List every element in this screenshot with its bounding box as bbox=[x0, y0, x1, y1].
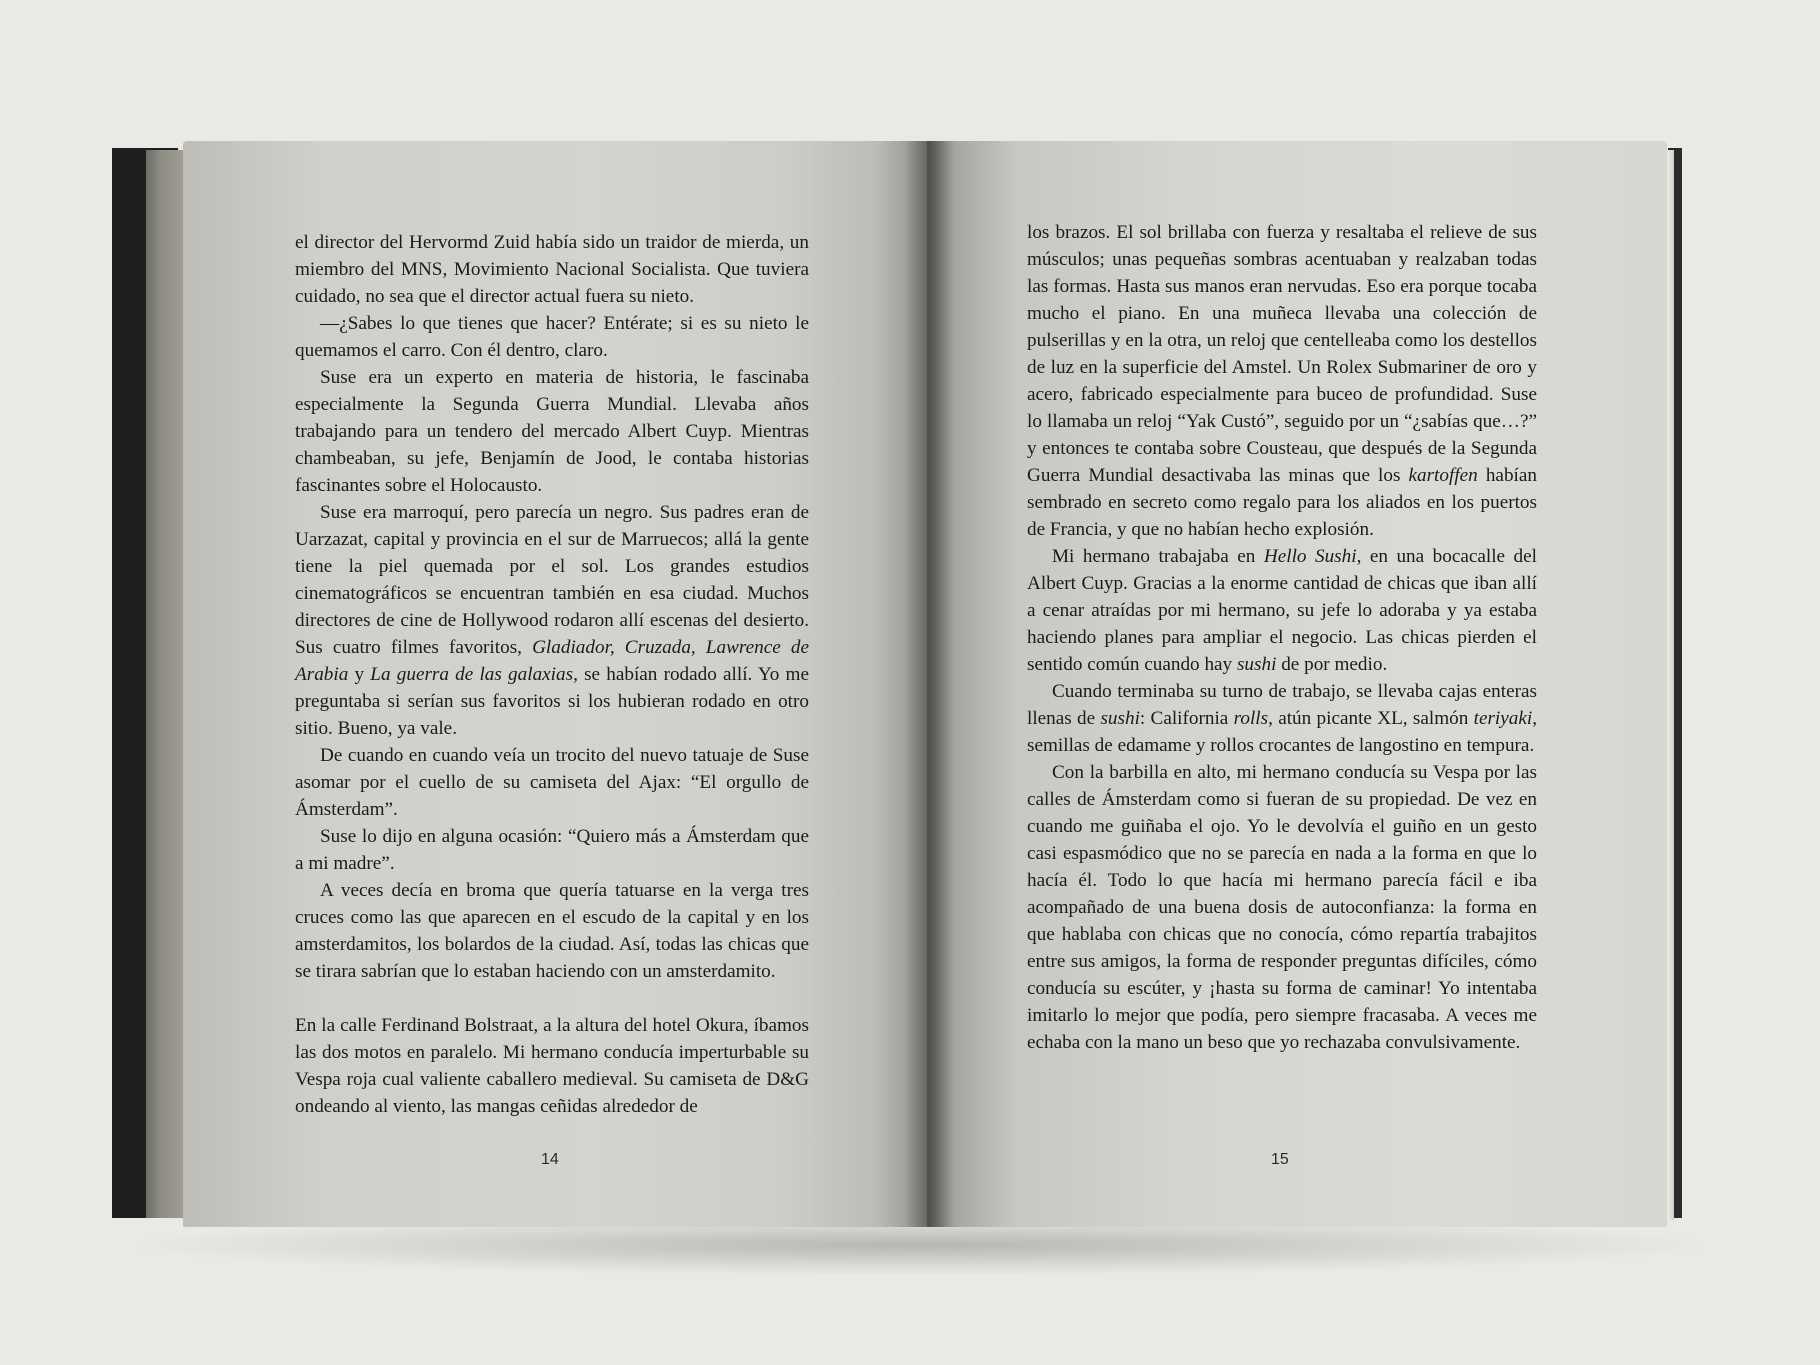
text-run: A veces decía en broma que quería tatuarse en la verga tres cruces como las que aparecen en el escudo de la capital y en los amsterdamitos, los bolardos de la ciudad. Así, todas las chicas que se tirara sabrían que lo estaban haciendo con un amsterdamito. bbox=[295, 880, 809, 982]
text-run: de por medio. bbox=[1276, 654, 1388, 675]
paragraph bbox=[295, 499, 809, 742]
text-run: En la calle Ferdinand Bolstraat, a la altura del hotel Okura, íbamos las dos motos en paralelo. Mi hermano conducía imperturbable su Vespa roja cual valiente caballero medieval. Su camiseta de D&G ondeando al viento, las mangas ceñidas alrededor de bbox=[295, 1015, 809, 1117]
text-run: Con la barbilla en alto, mi hermano conducía su Vespa por las calles de Ámsterdam como si fueran de su propiedad. De vez en cuando me guiñaba el ojo. Yo le devolvía el guiño en un gesto casi espasmódico que no se parecía en nada a la forma en que lo hacía él. Todo lo que hacía mi hermano parecía fácil e iba acompañado de una buena dosis de autoconfianza: la forma en que hablaba con chicas que no conocía, cómo repartía trabajitos entre sus amigos, la forma de responder preguntas difíciles, cómo conducía su escúter, y ¡hasta su forma de caminar! Yo intentaba imitarlo lo mejor que podía, pero siempre fracasaba. A veces me echaba con la mano un beso que yo rechazaba convulsivamente. bbox=[1027, 762, 1537, 1053]
text-run: Suse era un experto en materia de historia, le fascinaba especialmente la Segunda Guerra Mundial. Llevaba años trabajando para un tendero del mercado Albert Cuyp. Mientras chambeaban, su jefe, Benjamín de Jood, le contaba historias fascinantes sobre el Holocausto. bbox=[295, 367, 809, 496]
text-run: De cuando en cuando veía un trocito del nuevo tatuaje de Suse asomar por el cuello de su camiseta del Ajax: “El orgullo de Ámsterdam”. bbox=[295, 745, 809, 820]
text-run: Cuando terminaba su turno de trabajo, se llevaba cajas enteras llenas de bbox=[1027, 681, 1537, 729]
left-page bbox=[183, 141, 927, 1227]
text-run: —¿Sabes lo que tienes que hacer? Entérate; si es su nieto le quemamos el carro. Con él dentro, claro. bbox=[295, 313, 809, 361]
text-run: Mi hermano trabajaba en bbox=[1052, 546, 1264, 567]
text-run: , semillas de edamame y rollos crocantes de langostino en tempura. bbox=[1027, 708, 1538, 756]
paragraph bbox=[295, 1012, 809, 1120]
text-run: : California bbox=[1139, 708, 1234, 729]
paragraph bbox=[1027, 543, 1537, 678]
text-run: , atún picante XL, salmón bbox=[1268, 708, 1474, 729]
text-run: habían sembrado en secreto como regalo para los aliados en los puertos de Francia, y que no habían hecho explosión. bbox=[1027, 465, 1537, 540]
text-run: el director del Hervormd Zuid había sido un traidor de mierda, un miembro del MNS, Movimiento Nacional Socialista. Que tuviera cuidado, no sea que el director actual fuera su nieto. bbox=[295, 232, 809, 307]
book-gutter-shadow bbox=[905, 141, 951, 1227]
text-run: y bbox=[348, 664, 371, 685]
text-run: los brazos. El sol brillaba con fuerza y resaltaba el relieve de sus músculos; unas pequeñas sombras acentuaban y realzaban todas las formas. Hasta sus manos eran nervudas. Eso era porque tocaba mucho el piano. En una muñeca llevaba una colección de pulserillas y en la otra, un reloj que centelleaba como los destellos de luz en la superficie del Amstel. Un Rolex Submariner de oro y acero, fabricado especialmente para buceo de profundidad. Suse lo llamaba un reloj “Yak Custó”, seguido por un “¿sabías que…?” y entonces te contaba sobre Cousteau, que después de la Segunda Guerra Mundial desactivaba las minas que los bbox=[1027, 222, 1537, 486]
italic-text: Gladiador, Cruzada, Lawrence de Arabia bbox=[295, 637, 809, 685]
left-page-text bbox=[295, 229, 809, 1120]
paragraph bbox=[295, 823, 809, 877]
paragraph bbox=[295, 229, 809, 310]
paragraph bbox=[1027, 759, 1537, 1056]
text-run: , en una bocacalle del Albert Cuyp. Gracias a la enorme cantidad de chicas que iban allí a cenar atraídas por mi hermano, su jefe lo adoraba y ya estaba haciendo planes para ampliar el negocio. Las chicas pierden el sentido común cuando hay bbox=[1027, 546, 1537, 675]
paragraph bbox=[1027, 219, 1537, 543]
left-page-number: 14 bbox=[541, 1151, 559, 1168]
text-run: Suse lo dijo en alguna ocasión: “Quiero más a Ámsterdam que a mi madre”. bbox=[295, 826, 809, 874]
paragraph bbox=[295, 877, 809, 985]
italic-text: teriyaki bbox=[1473, 708, 1533, 729]
right-page-number: 15 bbox=[1271, 1151, 1289, 1168]
italic-text: Hello Sushi bbox=[1263, 546, 1357, 567]
italic-text: sushi bbox=[1236, 654, 1277, 675]
italic-text: La guerra de las galaxias, bbox=[370, 664, 578, 685]
right-page-text bbox=[1027, 219, 1537, 1056]
paragraph bbox=[295, 310, 809, 364]
paragraph bbox=[295, 364, 809, 499]
paragraph bbox=[295, 742, 809, 823]
italic-text: sushi bbox=[1100, 708, 1140, 729]
text-run: Suse era marroquí, pero parecía un negro. Sus padres eran de Uarzazat, capital y provincia en el sur de Marruecos; allá la gente tiene la piel quemada por el sol. Los grandes estudios cinematográficos se encuentran también en esa ciudad. Muchos directores de cine de Hollywood rodaron allí escenas del desierto. Sus cuatro filmes favoritos, bbox=[295, 502, 809, 658]
right-page bbox=[927, 141, 1667, 1227]
italic-text: rolls bbox=[1233, 708, 1269, 729]
left-page-block-edge bbox=[146, 150, 184, 1218]
paragraph bbox=[1027, 678, 1537, 759]
text-run: se habían rodado allí. Yo me preguntaba si serían sus favoritos si los hubieran rodado en otro sitio. Bueno, ya vale. bbox=[295, 664, 809, 739]
italic-text: kartoffen bbox=[1408, 465, 1478, 486]
